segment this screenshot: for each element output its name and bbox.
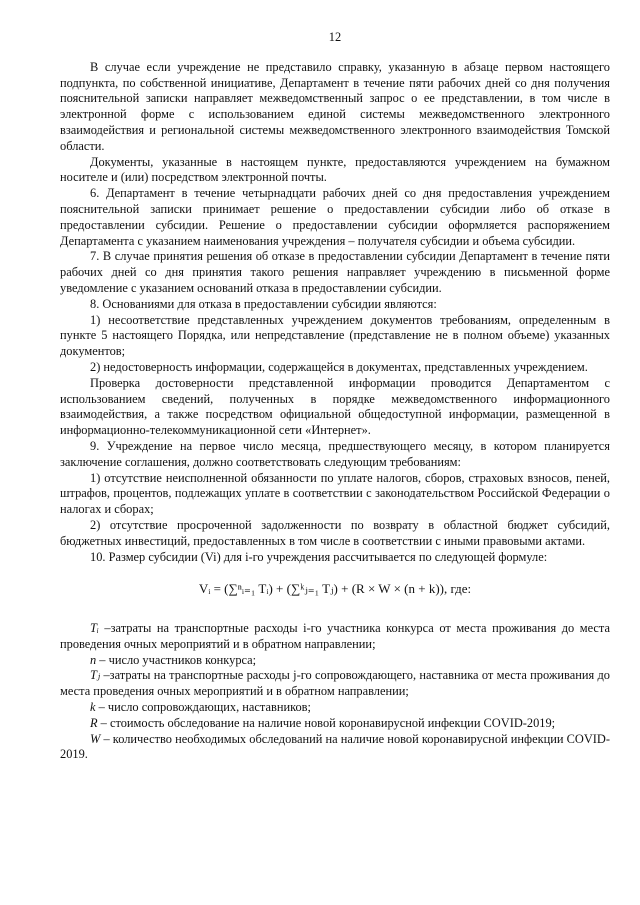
definition-item — [60, 668, 610, 700]
subsidy-formula: Vᵢ = (∑ⁿᵢ₌₁ Tᵢ) + (∑ᵏⱼ₌₁ Tⱼ) + (R × W × (n + k)), где: — [198, 581, 472, 597]
definition-symbol: k — [90, 700, 96, 715]
paragraph: 1) несоответствие представленных учреждением документов требованиям, определенным в пункте 5 настоящего Порядка, или непредставление (представление не в полном объеме) указанных документов; — [60, 312, 610, 359]
paragraph: 10. Размер субсидии (Vi) для i-го учреждения рассчитывается по следующей формуле: — [90, 549, 548, 564]
paragraph: 1) отсутствие неисполненной обязанности по уплате налогов, сборов, страховых взносов, пеней, штрафов, процентов, подлежащих уплате в соответствии с законодательством Российской Федерации о налогах и сборах; — [60, 470, 610, 517]
paragraph: 2) отсутствие просроченной задолженности по возврату в областной бюджет субсидий, бюджетных инвестиций, предоставленных в том числе в соответствии с иными правовыми актами. — [60, 517, 610, 548]
definition-symbol: W — [90, 731, 101, 746]
definition-text: – количество необходимых обследований на наличие новой коронавирусной инфекции COVID-2019. — [60, 731, 610, 762]
paragraph: В случае если учреждение не представило справку, указанную в абзаце первом настоящего подпункта, по собственной инициативе, Департамент в течение пяти рабочих дней со дня получения пояснительной записки направляет межведомственный запрос о ее представлении, в том числе в электронной форме с использованием единой системы межведомственного электронного взаимодействия и региональной системы межведомственного электронного взаимодействия Томской области. — [60, 59, 610, 153]
paragraph: 2) недостоверность информации, содержащейся в документах, представленных учреждением. — [90, 359, 588, 374]
definition-symbol: Tⱼ — [90, 668, 101, 683]
definition-text: –затраты на транспортные расходы j-го сопровождающего, наставника от места проживания до места проведения очных мероприятий и в обратном направлении; — [60, 668, 610, 699]
definition-text: –затраты на транспортные расходы i-го участника конкурса от места проживания до места проведения очных мероприятий и в обратном направлении; — [60, 621, 610, 651]
paragraph: 7. В случае принятия решения об отказе в предоставлении субсидии Департамент в течение пяти рабочих дней со дня принятия такого решения направляет учреждению в письменной форме уведомление с указанием оснований отказа в предоставлении субсидии. — [60, 249, 610, 295]
definition-item — [60, 621, 610, 653]
paragraph: 6. Департамент в течение четырнадцати рабочих дней со дня предоставления учреждением пояснительной записки принимает решение о предоставлении субсидии либо об отказе в предоставлении субсидии. Решение о предоставлении субсидии оформляется распоряжением Департамента с указанием наименования учреждения – получателя субсидии и объема субсидии. — [60, 186, 610, 248]
definition-item — [60, 653, 610, 669]
paragraph: 9. Учреждение на первое число месяца, предшествующего месяцу, в котором планируется заключение соглашения, должно соответствовать следующим требованиям: — [60, 438, 610, 469]
definition-symbol: n — [90, 652, 97, 667]
definition-symbol: Tᵢ — [90, 621, 99, 636]
definition-symbol: R — [90, 715, 98, 730]
definition-item — [60, 700, 610, 716]
definition-text: – стоимость обследование на наличие новой коронавирусной инфекции COVID-2019; — [97, 715, 556, 730]
paragraph: 8. Основаниями для отказа в предоставлении субсидии являются: — [90, 296, 437, 311]
definition-text: – число сопровождающих, наставников; — [95, 700, 311, 715]
page-number: 12 — [328, 30, 342, 44]
definition-text: – число участников конкурса; — [96, 652, 257, 667]
definition-item — [60, 732, 610, 764]
definition-item — [60, 716, 610, 732]
paragraph: Проверка достоверности представленной информации проводится Департаментом с использованием сведений, полученных в порядке межведомственного информационного взаимодействия, а также посредством официальной общедоступной информации, размещенной в информационно-телекоммуникационной сети «Интернет». — [60, 375, 610, 438]
paragraph: Документы, указанные в настоящем пункте, предоставляются учреждением на бумажном носителе и (или) посредством электронной почты. — [60, 154, 610, 185]
formula-definitions — [60, 621, 610, 763]
body-text — [60, 60, 610, 566]
